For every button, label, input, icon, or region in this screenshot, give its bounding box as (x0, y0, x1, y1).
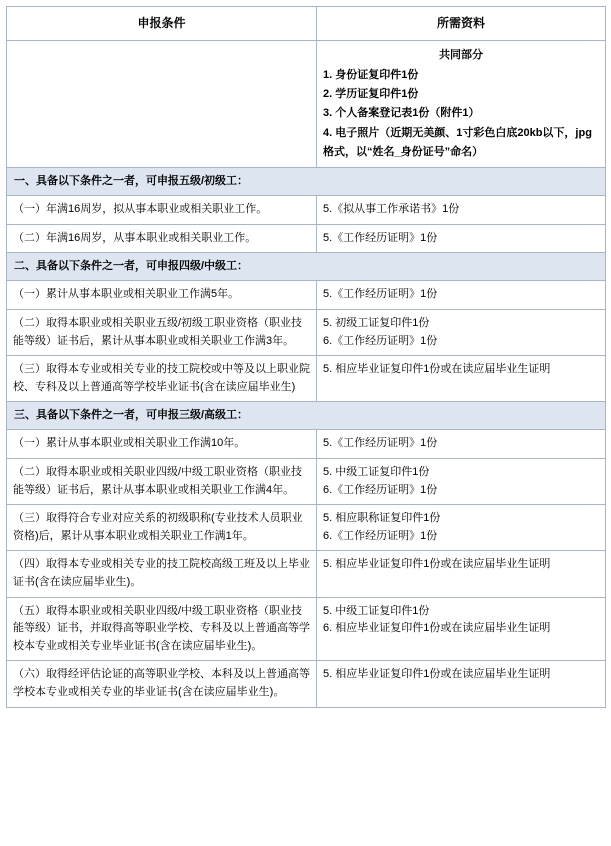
materials-cell (317, 356, 606, 402)
material-item: 5.《工作经历证明》1份 (323, 231, 438, 244)
material-item: 5. 相应职称证复印件1份 (323, 512, 441, 525)
table-row (7, 281, 606, 310)
common-item: 4. 电子照片（近期无美颜、1寸彩色白底20kb以下，jpg格式，以“姓名_身份证号”命名） (323, 126, 592, 158)
section-band-row (7, 253, 606, 281)
materials-cell (317, 458, 606, 504)
table-row (7, 661, 606, 707)
condition-cell: （二）取得本职业或相关职业五级/初级工职业资格（职业技能等级）证书后，累计从事本职业或相关职业工作满3年。 (7, 309, 317, 355)
section-band-row (7, 402, 606, 430)
materials-cell (317, 551, 606, 597)
material-item: 5.《拟从事工作承诺书》1份 (323, 203, 460, 216)
material-item: 5.《工作经历证明》1份 (323, 437, 438, 450)
table-row (7, 430, 606, 459)
common-item: 1. 身份证复印件1份 (323, 68, 419, 81)
common-title: 共同部分 (439, 48, 483, 61)
table-header-row (7, 7, 606, 41)
section-band-label: 三、具备以下条件之一者，可申报三级/高级工： (7, 402, 606, 430)
material-item: 5. 中级工证复印件1份 (323, 604, 430, 617)
common-item: 3. 个人备案登记表1份（附件1） (323, 107, 480, 120)
requirements-table (6, 6, 606, 708)
condition-cell: （二）年满16周岁，从事本职业或相关职业工作。 (7, 224, 317, 253)
materials-cell (317, 281, 606, 310)
condition-cell: （二）取得本职业或相关职业四级/中级工职业资格（职业技能等级）证书后，累计从事本职业或相关职业工作满4年。 (7, 458, 317, 504)
table-row (7, 224, 606, 253)
table-row (7, 356, 606, 402)
materials-cell (317, 505, 606, 551)
condition-cell: （五）取得本职业或相关职业四级/中级工职业资格（职业技能等级）证书，并取得高等职业学校、专科及以上普通高等学 校本专业或相关专业毕业证书(含在读应届毕业生)。 (7, 597, 317, 661)
table-row (7, 309, 606, 355)
common-materials-cell (317, 40, 606, 168)
material-item: 6.《工作经历证明》1份 (323, 483, 438, 496)
materials-cell (317, 309, 606, 355)
condition-cell: （一）年满16周岁，拟从事本职业或相关职业工作。 (7, 196, 317, 225)
table-row (7, 196, 606, 225)
section-band-label: 二、具备以下条件之一者，可申报四级/中级工： (7, 253, 606, 281)
table-row (7, 505, 606, 551)
condition-cell: （一）累计从事本职业或相关职业工作满5年。 (7, 281, 317, 310)
materials-cell (317, 430, 606, 459)
material-item: 6.《工作经历证明》1份 (323, 529, 438, 542)
material-item: 6. 相应毕业证复印件1份或在读应届毕业生证明 (323, 622, 551, 635)
common-item: 2. 学历证复印件1份 (323, 88, 419, 101)
header-materials: 所需资料 (317, 7, 606, 41)
header-conditions: 申报条件 (7, 7, 317, 41)
material-item: 5. 相应毕业证复印件1份或在读应届毕业生证明 (323, 363, 551, 376)
condition-cell: （六）取得经评估论证的高等职业学校、本科及以上普通高等学校本专业或相关专业的毕业证书(含在读应届毕业生)。 (7, 661, 317, 707)
material-item: 5. 相应毕业证复印件1份或在读应届毕业生证明 (323, 558, 551, 571)
material-item: 5.《工作经历证明》1份 (323, 288, 438, 301)
condition-cell: （三）取得符合专业对应关系的初级职称(专业技术人员职业资格)后，累计从事本职业或相关职业工作满1年。 (7, 505, 317, 551)
materials-cell (317, 597, 606, 661)
condition-cell: （三）取得本专业或相关专业的技工院校或中等及以上职业院校、专科及以上普通高等学校毕业证书(含在读应届毕业生) (7, 356, 317, 402)
materials-cell (317, 224, 606, 253)
section-band-row (7, 168, 606, 196)
material-item: 5. 初级工证复印件1份 (323, 316, 430, 329)
table-row (7, 458, 606, 504)
condition-cell: （四）取得本专业或相关专业的技工院校高级工班及以上毕业证书(含在读应届毕业生)。 (7, 551, 317, 597)
material-item: 5. 相应毕业证复印件1份或在读应届毕业生证明 (323, 668, 551, 681)
materials-cell (317, 196, 606, 225)
materials-cell (317, 661, 606, 707)
section-band-label: 一、具备以下条件之一者，可申报五级/初级工： (7, 168, 606, 196)
condition-cell: （一）累计从事本职业或相关职业工作满10年。 (7, 430, 317, 459)
table-row (7, 597, 606, 661)
common-empty-cell (7, 40, 317, 168)
common-materials-row (7, 40, 606, 168)
table-row (7, 551, 606, 597)
material-item: 6.《工作经历证明》1份 (323, 334, 438, 347)
material-item: 5. 中级工证复印件1份 (323, 465, 430, 478)
